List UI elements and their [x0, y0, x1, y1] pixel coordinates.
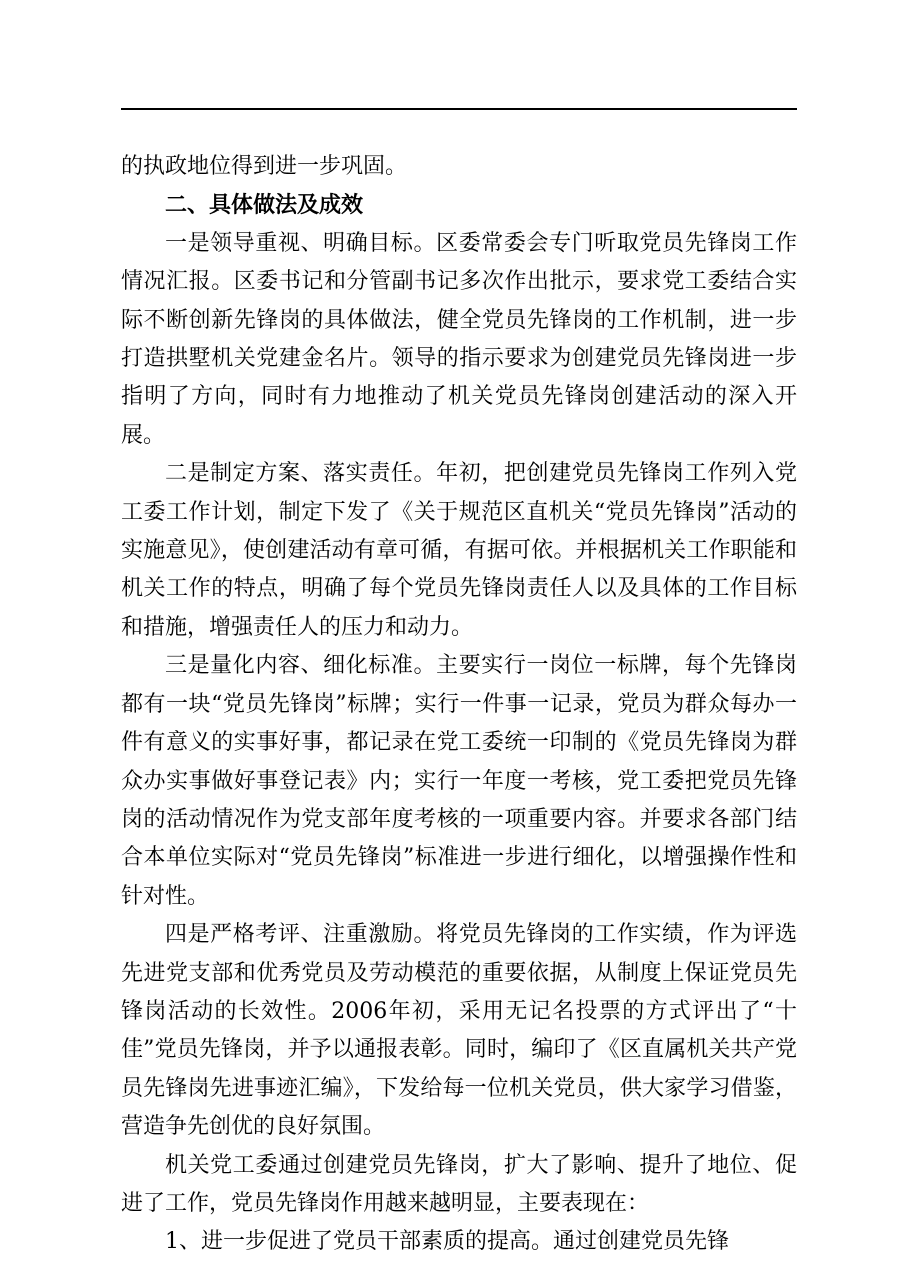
paragraph-plan: 二是制定方案、落实责任。年初，把创建党员先锋岗工作列入党工委工作计划，制定下发了《关于规范区直机关“党员先锋岗”活动的实施意见》，使创建活动有章可循，有据可依。并根据机关工作职能和机关工作的特点，明确了每个党员先锋岗责任人以及具体的工作目标和措施，增强责任人的压力和动力。 — [121, 461, 797, 640]
document-body — [121, 148, 797, 1262]
header-rule — [121, 108, 797, 110]
paragraph-leadership: 一是领导重视、明确目标。区委常委会专门听取党员先锋岗工作情况汇报。区委书记和分管副书记多次作出批示，要求党工委结合实际不断创新先锋岗的具体做法，健全党员先锋岗的工作机制，进一步打造拱墅机关党建金名片。领导的指示要求为创建党员先锋岗进一步指明了方向，同时有力地推动了机关党员先锋岗创建活动的深入开展。 — [121, 230, 797, 448]
section-heading: 二、具体做法及成效 — [165, 192, 364, 219]
paragraph-standards: 三是量化内容、细化标准。主要实行一岗位一标牌，每个先锋岗都有一块“党员先锋岗”标牌；实行一件事一记录，党员为群众每办一件有意义的实事好事，都记录在党工委统一印制的《党员先锋岗为群众办实事做好事登记表》内；实行一年度一考核，党工委把党员先锋岗的活动情况作为党支部年度考核的一项重要内容。并要求各部门结合本单位实际对“党员先锋岗”标准进一步进行细化，以增强操作性和针对性。 — [121, 653, 797, 909]
paragraph-evaluation: 四是严格考评、注重激励。将党员先锋岗的工作实绩，作为评选先进党支部和优秀党员及劳动模范的重要依据，从制度上保证党员先锋岗活动的长效性。2006年初，采用无记名投票的方式评出了“十佳”党员先锋岗，并予以通报表彰。同时，编印了《区直属机关共产党员先锋岗先进事迹汇编》，下发给每一位机关党员，供大家学习借鉴，营造争先创优的良好氛围。 — [121, 922, 797, 1140]
paragraph-point-1: 1、进一步促进了党员干部素质的提高。通过创建党员先锋 — [165, 1229, 729, 1255]
paragraph-summary: 机关党工委通过创建党员先锋岗，扩大了影响、提升了地位、促进了工作，党员先锋岗作用越来越明显，主要表现在： — [121, 1152, 797, 1216]
paragraph-continuation: 的执政地位得到进一步巩固。 — [121, 154, 408, 179]
